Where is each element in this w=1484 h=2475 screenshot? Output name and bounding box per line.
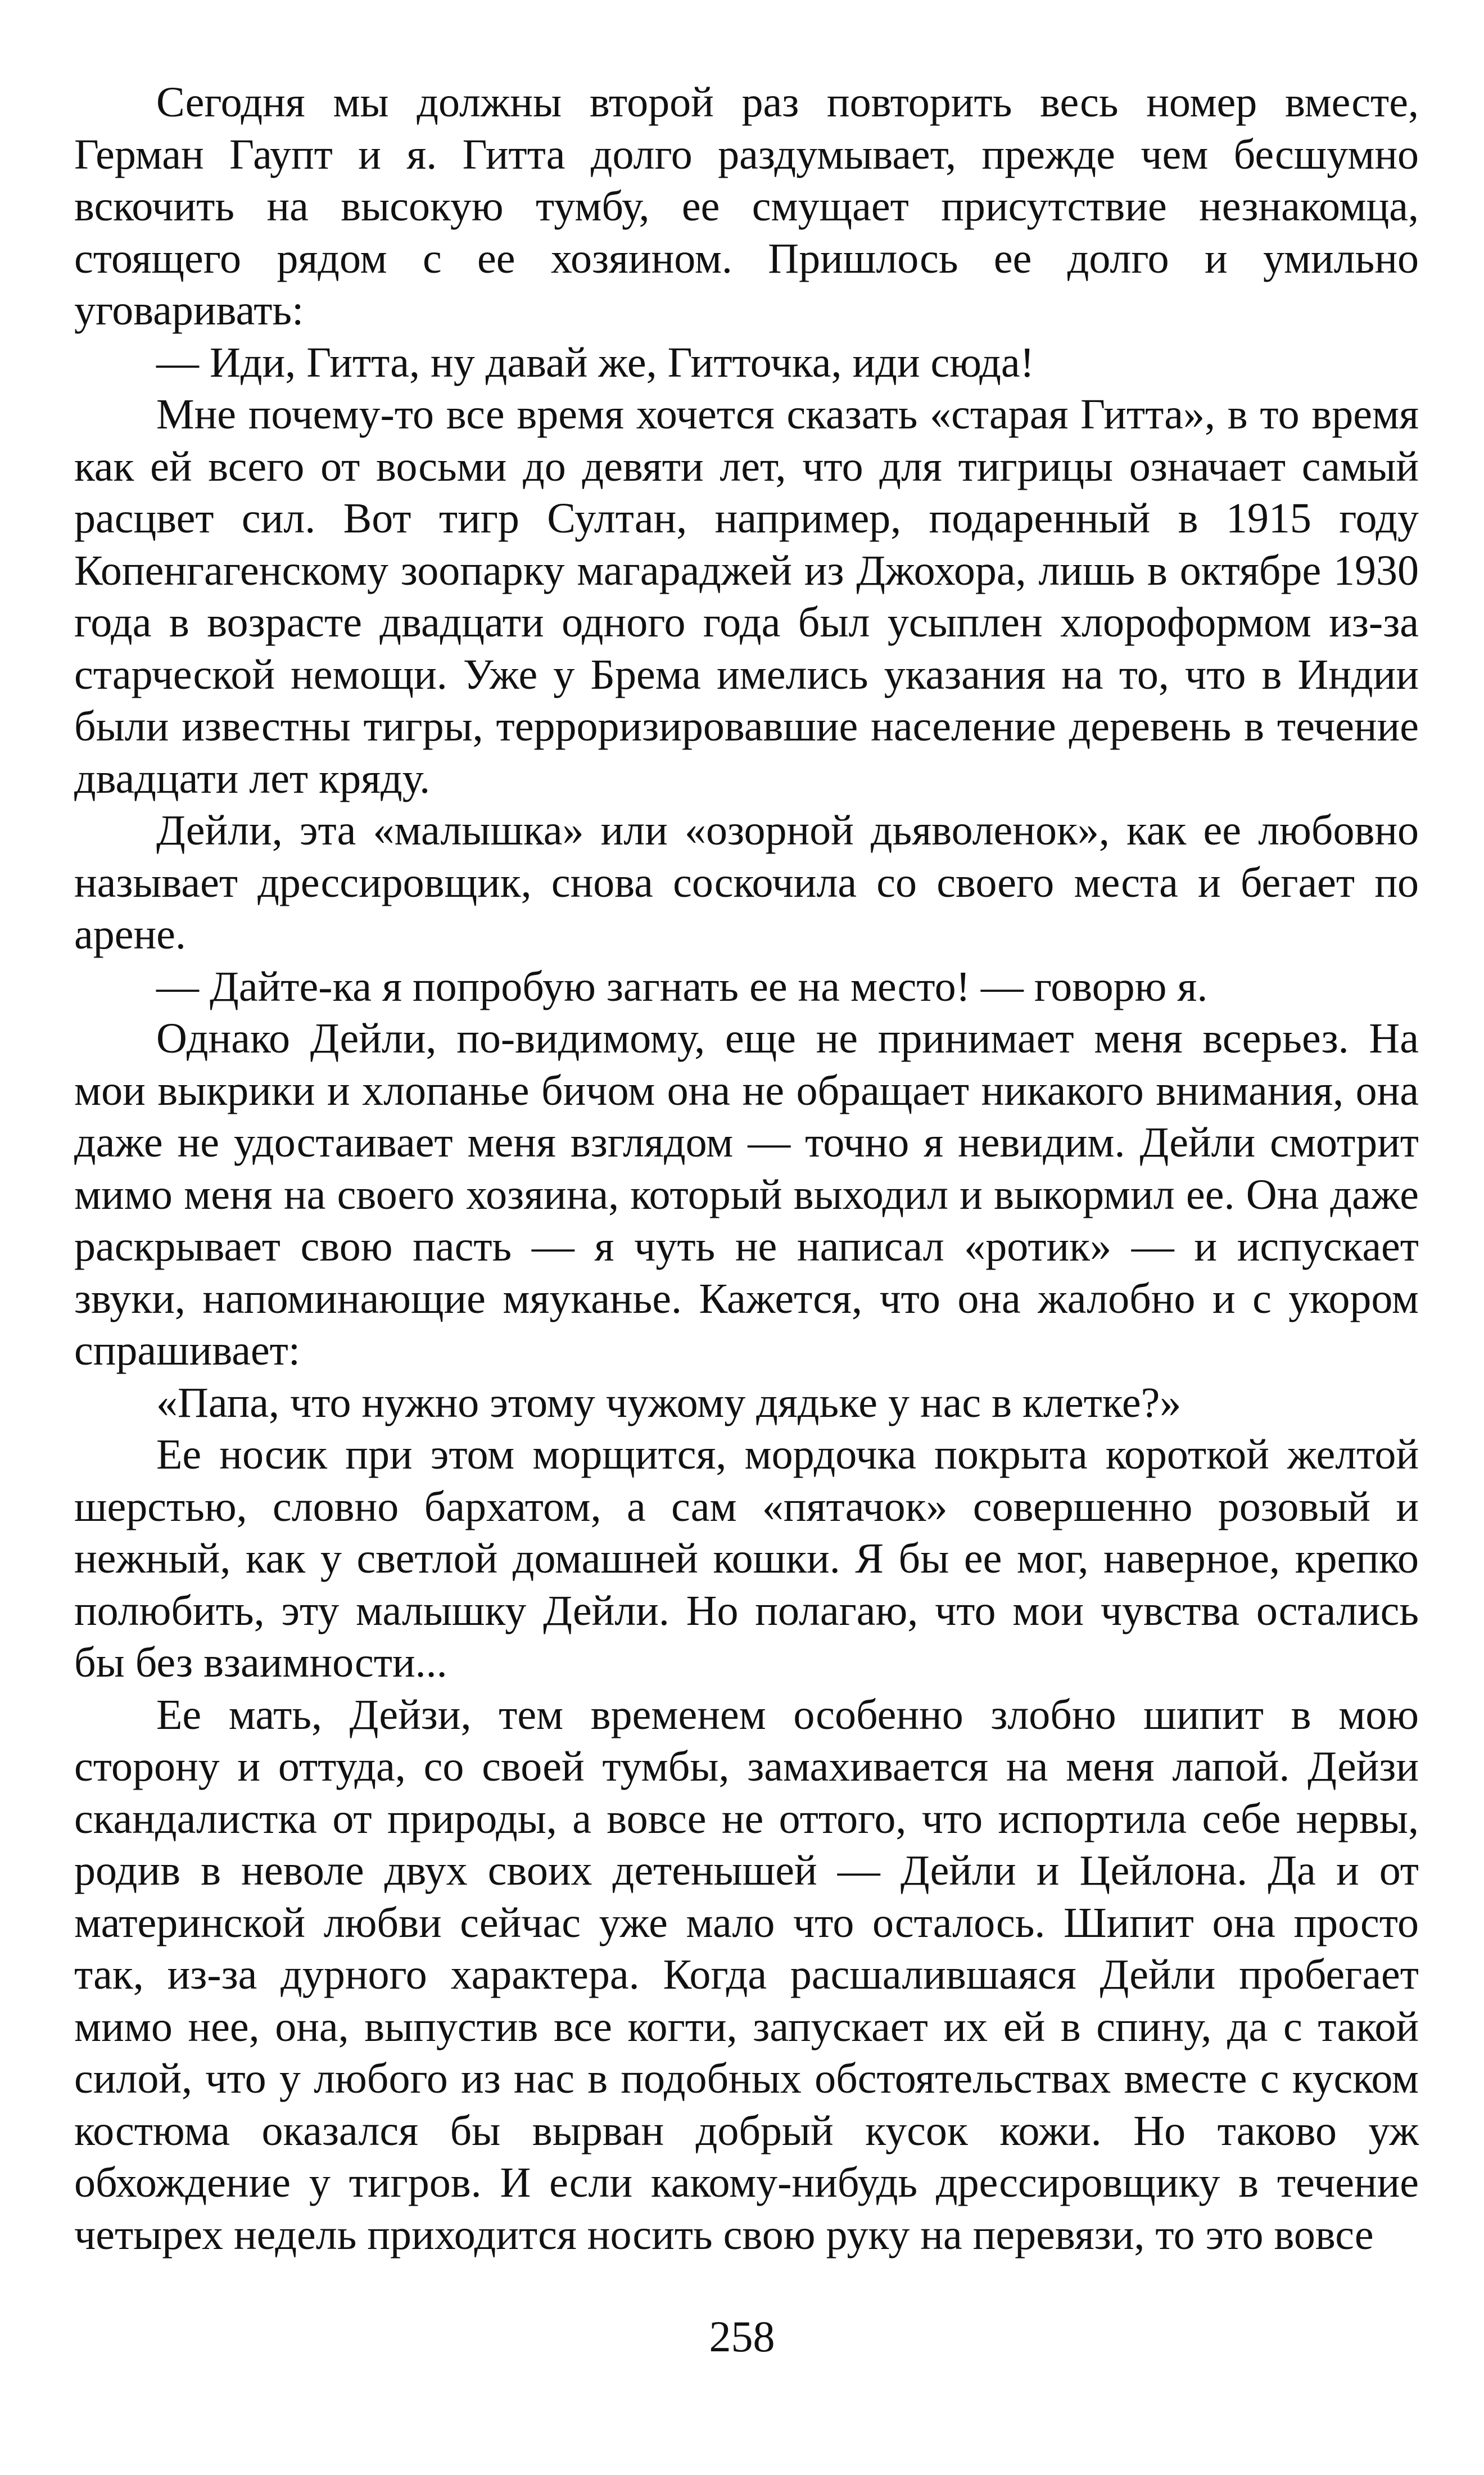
- body-text: [74, 76, 1419, 2261]
- paragraph: «Папа, что нужно этому чужому дядьке у нас в клетке?»: [156, 1379, 1182, 1426]
- paragraph: — Дайте-ка я попробую загнать ее на место! — говорю я.: [156, 963, 1208, 1010]
- paragraph: Однако Дейли, по-видимому, еще не принимает меня всерьез. На мои выкрики и хлопанье бичом она не обращает никакого внимания, она даже не удостаивает меня взглядом — точно я невидим. Дейли смотрит мимо меня на своего хозяина, который выходил и выкормил ее. Она даже раскрывает свою пасть — я чуть не написал «ротик» — и испускает звуки, напоминающие мяуканье. Кажется, что она жалобно и с укором спрашивает:: [74, 1015, 1419, 1374]
- paragraph: Ее мать, Дейзи, тем временем особенно злобно шипит в мою сторону и оттуда, со своей тумбы, замахивается на меня лапой. Дейзи скандалистка от природы, а вовсе не оттого, что испортила себе нервы, родив в неволе двух своих детенышей — Дейли и Цейлона. Да и от материнской любви сейчас уже мало что осталось. Шипит она просто так, из-за дурного характера. Когда расшалившаяся Дейли пробегает мимо нее, она, выпустив все когти, запускает их ей в спину, да с такой силой, что у любого из нас в подобных обстоятельствах вместе с куском костюма оказался бы вырван добрый кусок кожи. Но таково уж обхождение у тигров. И если какому-нибудь дрессировщику в течение четырех недель приходится носить свою руку на перевязи, то это вовсе: [74, 1691, 1419, 2259]
- paragraph: Мне почему-то все время хочется сказать «старая Гитта», в то время как ей всего от восьми до девяти лет, что для тигрицы означает самый расцвет сил. Вот тигр Султан, например, подаренный в 1915 году Копенгагенскому зоопарку магараджей из Джохора, лишь в октябре 1930 года в возрасте двадцати одного года был усыплен хлороформом из-за старческой немощи. Уже у Брема имелись указания на то, что в Индии были известны тигры, терроризировавшие население деревень в течение двадцати лет кряду.: [74, 391, 1419, 802]
- paragraph: — Иди, Гитта, ну давай же, Гитточка, иди сюда!: [156, 338, 1034, 386]
- paragraph: Дейли, эта «малышка» или «озорной дьяволенок», как ее любовно называет дрессировщик, снова соскочила со своего места и бегает по арене.: [74, 807, 1419, 958]
- page-number: 258: [709, 2312, 775, 2361]
- paragraph: Ее носик при этом морщится, мордочка покрыта короткой желтой шерстью, словно бархатом, а сам «пятачок» совершенно розовый и нежный, как у светлой домашней кошки. Я бы ее мог, наверное, крепко полюбить, эту малышку Дейли. Но полагаю, что мои чувства остались бы без взаимности...: [74, 1431, 1419, 1686]
- paragraph: Сегодня мы должны второй раз повторить весь номер вместе, Герман Гаупт и я. Гитта долго раздумывает, прежде чем бесшумно вскочить на высокую тумбу, ее смущает присутствие незнакомца, стоящего рядом с ее хозяином. Пришлось ее долго и умильно уговаривать:: [74, 79, 1419, 334]
